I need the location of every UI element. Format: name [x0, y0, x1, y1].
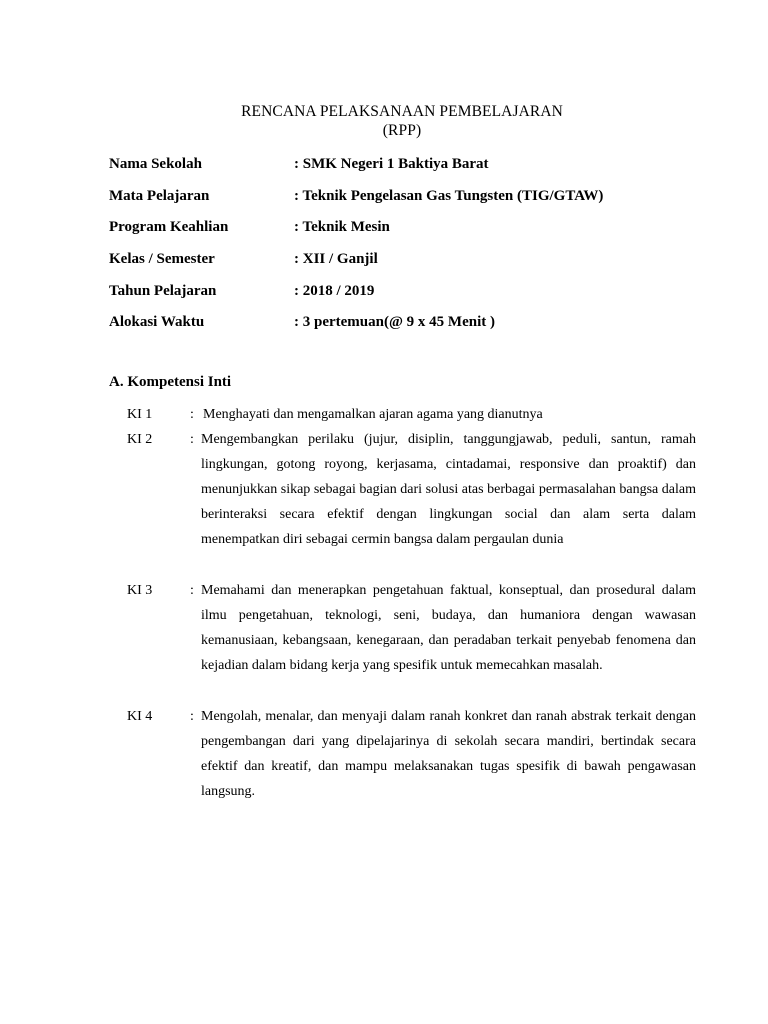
section-heading: A. Kompetensi Inti — [109, 374, 232, 390]
ki-text: Mengolah, menalar, dan menyaji dalam ranah konkret dan ranah abstrak terkait dengan pengembangan dari yang dipelajarinya di sekolah secara mandiri, bertindak secara efektif dan kreatif, dan mampu melaksanakan tugas spesifik di bawah pengawasan langsung. — [201, 709, 696, 799]
ki-colon: : — [190, 583, 194, 598]
identity-value: : Teknik Pengelasan Gas Tungsten (TIG/GTAW) — [294, 188, 604, 204]
identity-value: : SMK Negeri 1 Baktiya Barat — [294, 156, 489, 172]
ki-text: Mengembangkan perilaku (jujur, disiplin, tanggungjawab, peduli, santun, ramah lingkungan, gotong royong, kerjasama, cintadamai, responsive dan proaktif) dan menunjukkan sikap sebagai bagian dari solusi atas berbagai permasalahan bangsa dalam berinteraksi secara efektif dengan lingkungan social dan alam serta dalam menempatkan diri sebagai cermin bangsa dalam pergaulan dunia — [201, 432, 696, 547]
identity-label: Nama Sekolah — [109, 156, 202, 172]
identity-label: Mata Pelajaran — [109, 188, 210, 204]
ki-text: Menghayati dan mengamalkan ajaran agama yang dianutnya — [203, 407, 543, 422]
identity-label: Tahun Pelajaran — [109, 283, 217, 299]
identity-value: : Teknik Mesin — [294, 219, 390, 235]
ki-label: KI 3 — [127, 583, 153, 598]
ki-colon: : — [190, 709, 194, 724]
ki-label: KI 1 — [127, 407, 153, 422]
document-subtitle: (RPP) — [382, 122, 422, 139]
identity-label: Alokasi Waktu — [109, 314, 205, 330]
identity-label: Kelas / Semester — [109, 251, 215, 267]
identity-label: Program Keahlian — [109, 219, 229, 235]
identity-value: : 2018 / 2019 — [294, 283, 375, 299]
identity-value: : 3 pertemuan(@ 9 x 45 Menit ) — [294, 314, 495, 330]
ki-text: Memahami dan menerapkan pengetahuan faktual, konseptual, dan prosedural dalam ilmu pengetahuan, teknologi, seni, budaya, dan humaniora dengan wawasan kemanusiaan, kebangsaan, kenegaraan, dan peradaban terkait penyebab fenomena dan kejadian dalam bidang kerja yang spesifik untuk memecahkan masalah. — [201, 583, 696, 673]
ki-label: KI 4 — [127, 709, 153, 724]
ki-colon: : — [190, 432, 194, 447]
ki-label: KI 2 — [127, 432, 153, 447]
identity-value: : XII / Ganjil — [294, 251, 378, 267]
ki-colon: : — [190, 407, 194, 422]
document-title: RENCANA PELAKSANAAN PEMBELAJARAN — [241, 103, 563, 120]
